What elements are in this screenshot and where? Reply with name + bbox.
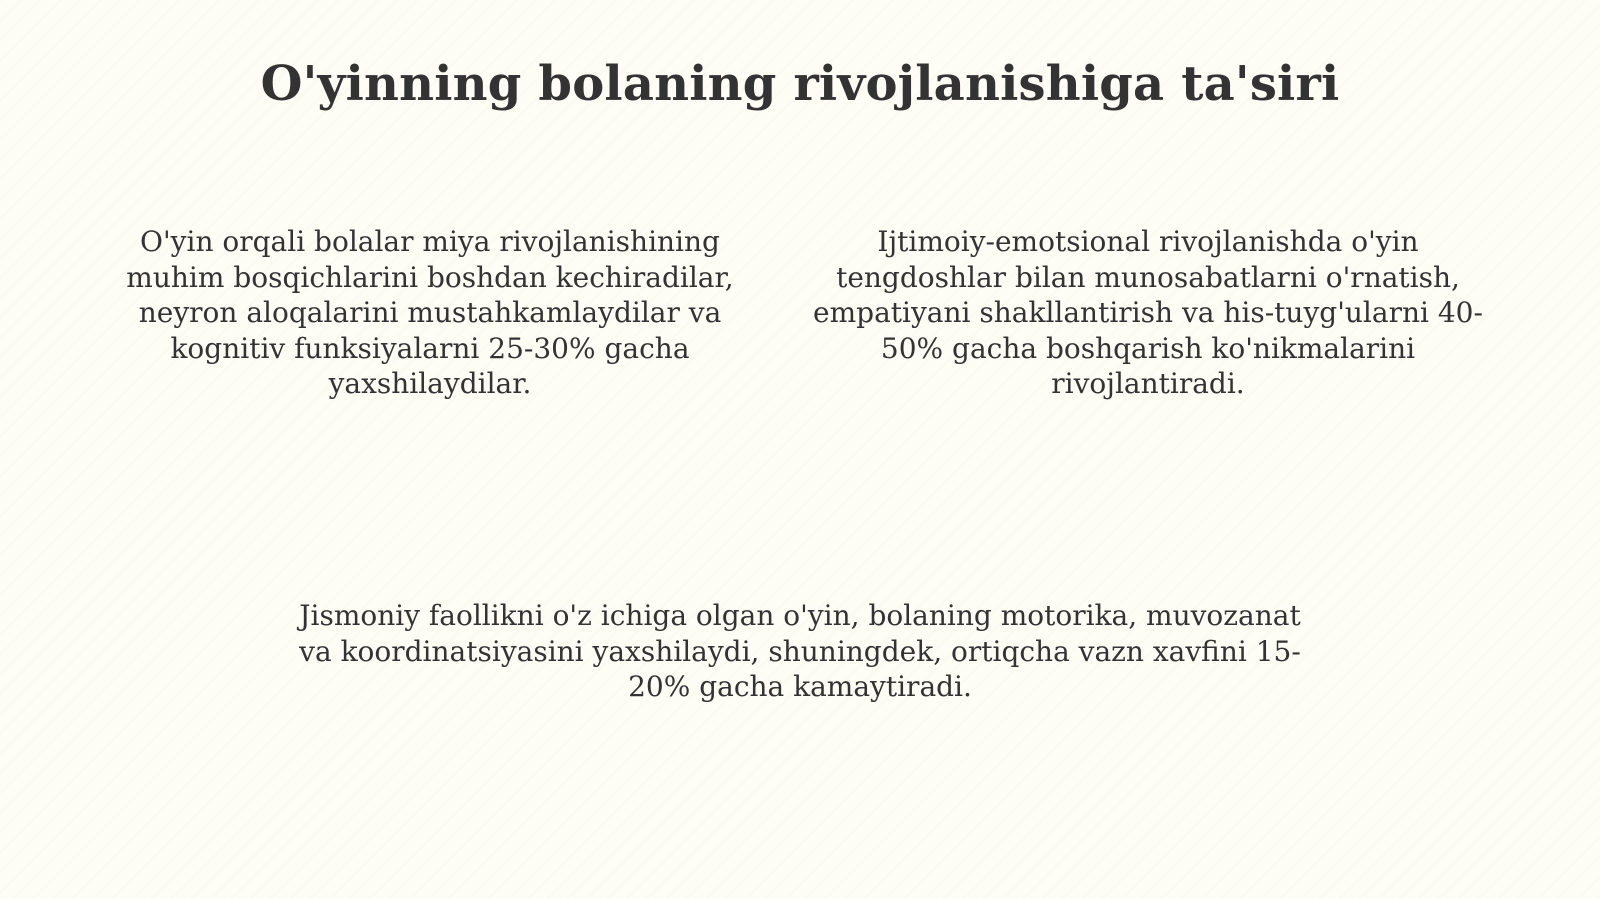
physical-development-paragraph: Jismoniy faollikni o'z ichiga olgan o'yin, bolaning motorika, muvozanat va koordinatsiyasini yaxshilaydi, shuningdek, ortiqcha vazn xavfini 15-20% gacha kamaytiradi. (299, 599, 1301, 703)
slide-title: O'yinning bolaning rivojlanishiga ta'siri (260, 56, 1340, 112)
social-emotional-development-paragraph: Ijtimoiy-emotsional rivojlanishda o'yin tengdoshlar bilan munosabatlarni o'rnatish, empatiyani shakllantirish va his-tuyg'ularni 40-50% gacha boshqarish ko'nikmalarini rivojlantiradi. (813, 225, 1483, 400)
cognitive-development-paragraph: O'yin orqali bolalar miya rivojlanishining muhim bosqichlarini boshdan kechiradilar, neyron aloqalarini mustahkamlaydilar va kognitiv funksiyalarni 25-30% gacha yaxshilaydilar. (126, 225, 734, 400)
